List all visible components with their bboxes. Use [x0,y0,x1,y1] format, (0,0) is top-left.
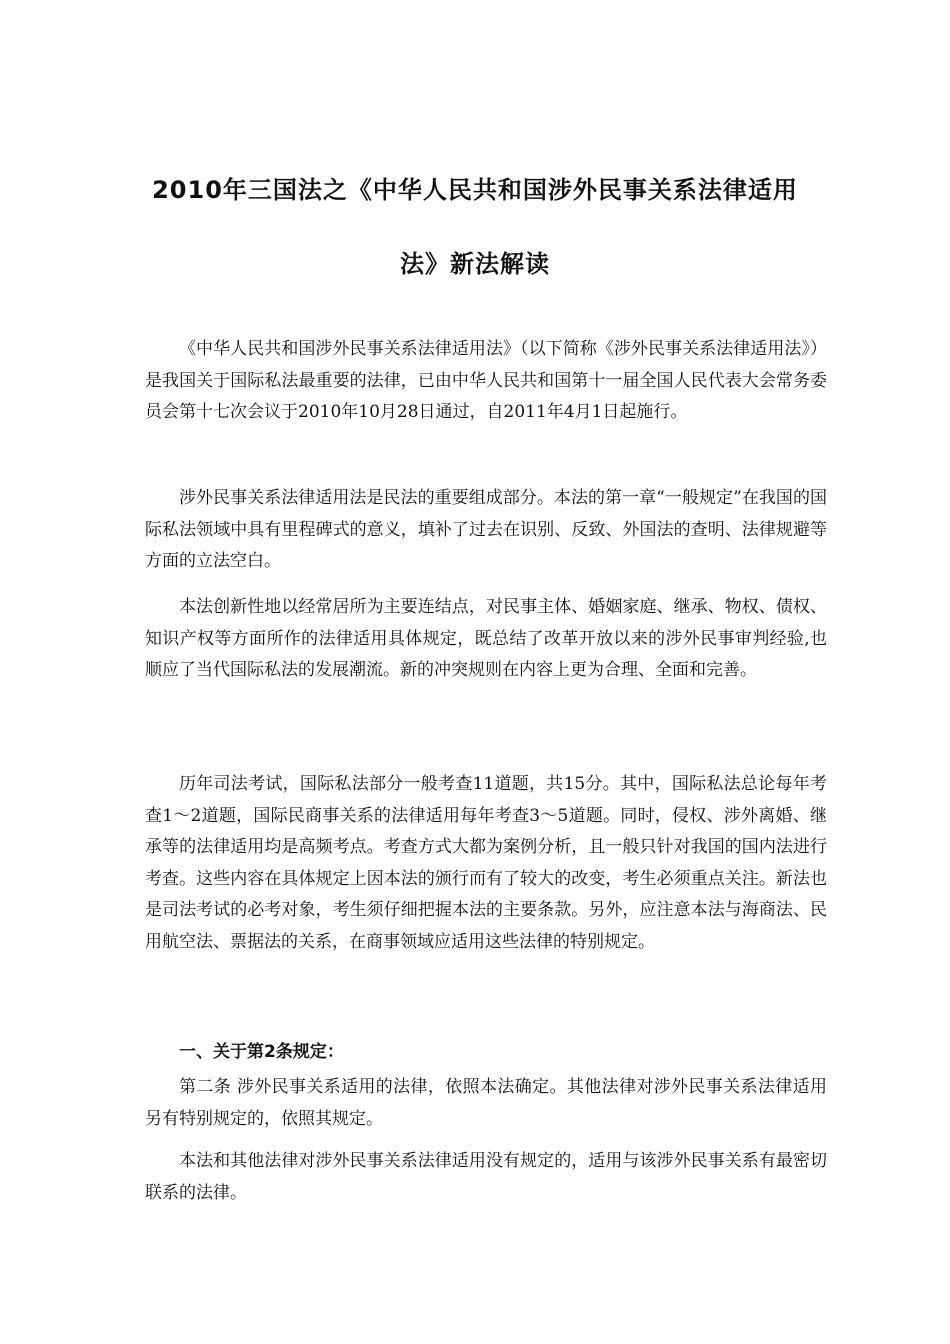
document-title-line-2: 法》新法解读 [400,250,550,278]
section-heading-article-2: 一、关于第2条规定： [179,1042,344,1062]
intro-paragraph-2: 涉外民事关系法律适用法是民法的重要组成部分。本法的第一章“一般规定”在我国的国际私法领域中具有里程碑式的意义，填补了过去在识别、反致、外国法的查明、法律规避等方面的立法空白。 [145,488,827,571]
article-2-explanation: 本法和其他法律对涉外民事关系法律适用没有规定的，适用与该涉外民事关系有最密切联系的法律。 [145,1151,827,1203]
intro-paragraph-3: 本法创新性地以经常居所为主要连结点，对民事主体、婚姻家庭、继承、物权、债权、知识产权等方面所作的法律适用具体规定，既总结了改革开放以来的涉外民事审判经验,也顺应了当代国际私法的发展潮流。新的冲突规则在内容上更为合理、全面和完善。 [145,597,827,680]
article-2-text: 第二条 涉外民事关系适用的法律，依照本法确定。其他法律对涉外民事关系法律适用另有特别规定的，依照其规定。 [145,1077,827,1129]
document-title-line-1: 2010年三国法之《中华人民共和国涉外民事关系法律适用 [152,176,798,204]
intro-paragraph-1: 《中华人民共和国涉外民事关系法律适用法》（以下简称《涉外民事关系法律适用法》）是我国关于国际私法最重要的法律，已由中华人民共和国第十一届全国人民代表大会常务委员会第十七次会议于2010年10月28日通过，自2011年4月1日起施行。 [145,339,827,422]
intro-paragraph-4: 历年司法考试，国际私法部分一般考查11道题，共15分。其中，国际私法总论每年考查1～2道题，国际民商事关系的法律适用每年考查3～5道题。同时，侵权、涉外离婚、继承等的法律适用均是高频考点。考查方式大都为案例分析，且一般只针对我国的国内法进行考查。这些内容在具体规定上因本法的颁行而有了较大的改变，考生必须重点关注。新法也是司法考试的必考对象，考生须仔细把握本法的主要条款。另外，应注意本法与海商法、民用航空法、票据法的关系，在商事领域应适用这些法律的特别规定。 [145,774,827,952]
